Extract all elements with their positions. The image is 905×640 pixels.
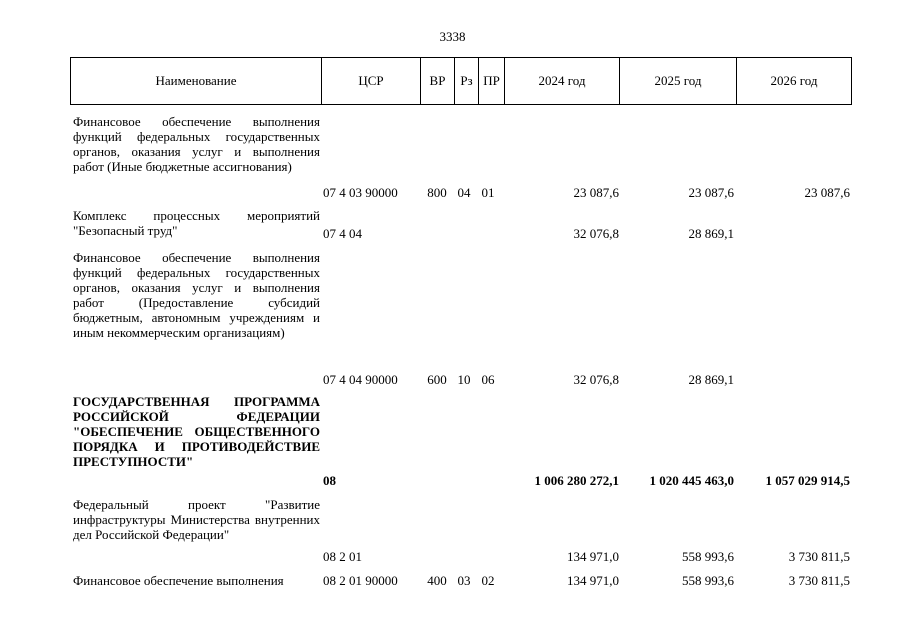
- row-pr: 01: [481, 185, 495, 200]
- column-header-2026: 2026 год: [770, 73, 818, 88]
- row-vr: 400: [427, 573, 447, 588]
- column-header-rz: Рз: [460, 73, 473, 88]
- row-name: Комплекс процессных мероприятий "Безопасный труд": [73, 208, 320, 238]
- row-value-2025: 558 993,6: [682, 549, 734, 564]
- row-name: Финансовое обеспечение выполнения функций федеральных государственных органов, оказания услуг и выполнения работ (Предоставление субсидий бюджетным, автономным учреждениям и иным некоммерческим организациям): [73, 250, 320, 340]
- row-value-2026: 1 057 029 914,5: [765, 473, 850, 488]
- page-number: 3338: [439, 29, 466, 44]
- column-header-pr: ПР: [483, 73, 500, 88]
- row-vr: 800: [427, 185, 447, 200]
- row-value-2024: 134 971,0: [567, 549, 619, 564]
- row-vr: 600: [427, 372, 447, 387]
- row-value-2024: 32 076,8: [573, 226, 619, 241]
- row-csr: 07 4 04: [323, 226, 362, 241]
- row-name: ГОСУДАРСТВЕННАЯ ПРОГРАММА РОССИЙСКОЙ ФЕДЕРАЦИИ "ОБЕСПЕЧЕНИЕ ОБЩЕСТВЕННОГО ПОРЯДКА И ПРОТИВОДЕЙСТВИЕ ПРЕСТУПНОСТИ": [73, 394, 320, 469]
- row-csr: 07 4 03 90000: [323, 185, 398, 200]
- row-value-2024: 134 971,0: [567, 573, 619, 588]
- column-header-csr: ЦСР: [358, 73, 384, 88]
- row-value-2025: 28 869,1: [688, 226, 734, 241]
- row-value-2025: 558 993,6: [682, 573, 734, 588]
- row-csr: 08 2 01 90000: [323, 573, 398, 588]
- row-rz: 04: [457, 185, 471, 200]
- column-header-2024: 2024 год: [538, 73, 586, 88]
- row-value-2024: 23 087,6: [573, 185, 619, 200]
- row-rz: 10: [457, 372, 471, 387]
- row-name: Финансовое обеспечение выполнения: [73, 573, 284, 588]
- row-value-2026: 3 730 811,5: [788, 549, 850, 564]
- row-csr: 08 2 01: [323, 549, 362, 564]
- row-name: Финансовое обеспечение выполнения функций федеральных государственных органов, оказания услуг и выполнения работ (Иные бюджетные ассигнования): [73, 114, 320, 174]
- row-value-2025: 23 087,6: [688, 185, 734, 200]
- row-value-2026: 23 087,6: [804, 185, 850, 200]
- row-pr: 06: [481, 372, 495, 387]
- row-value-2025: 28 869,1: [688, 372, 734, 387]
- column-header-2025: 2025 год: [654, 73, 702, 88]
- row-value-2026: 3 730 811,5: [788, 573, 850, 588]
- column-header-name: Наименование: [155, 73, 237, 88]
- row-value-2024: 32 076,8: [573, 372, 619, 387]
- row-rz: 03: [457, 573, 471, 588]
- column-header-vr: ВР: [429, 73, 446, 88]
- row-name: Федеральный проект "Развитие инфраструктуры Министерства внутренних дел Российской Федерации": [73, 497, 320, 542]
- table-header: [70, 57, 852, 105]
- row-value-2025: 1 020 445 463,0: [649, 473, 734, 488]
- row-csr: 07 4 04 90000: [323, 372, 398, 387]
- row-value-2024: 1 006 280 272,1: [534, 473, 619, 488]
- row-csr: 08: [323, 473, 336, 488]
- row-pr: 02: [481, 573, 495, 588]
